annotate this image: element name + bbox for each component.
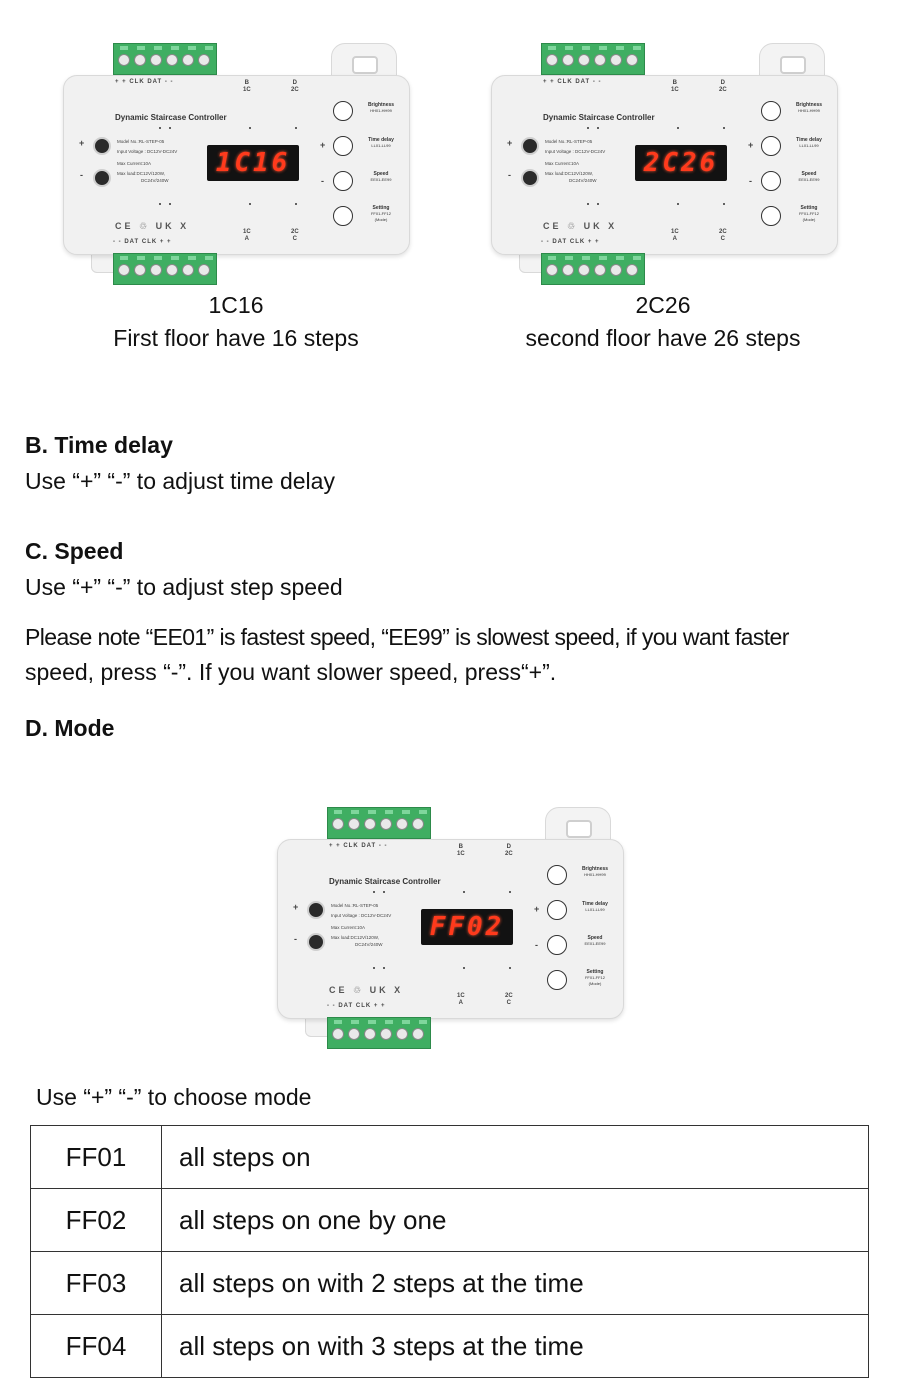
time-delay-text: Use “+” “-” to adjust time delay <box>25 468 335 494</box>
screw-icon <box>610 54 622 66</box>
spec-voltage: Input Voltage : DC12V-DC24V <box>545 149 606 154</box>
bottom-pin-labels: - - DAT CLK + + <box>113 239 172 245</box>
screw-icon <box>348 818 360 830</box>
screw-icon <box>182 264 194 276</box>
terminal-block-top <box>541 43 645 75</box>
screw-icon <box>546 54 558 66</box>
setting-button[interactable] <box>547 970 567 990</box>
label-b-1c: B 1C <box>243 80 251 93</box>
controller-title: Dynamic Staircase Controller <box>329 877 441 886</box>
speed-button[interactable] <box>761 171 781 191</box>
spec-load: Max load:DC12V/120W, <box>545 171 594 176</box>
mode-code: FF01 <box>31 1126 162 1189</box>
setting-label: Setting FF01-FF12 (Mode) <box>798 205 819 222</box>
top-pin-labels: + + CLK DAT - - <box>115 79 174 85</box>
controller-title: Dynamic Staircase Controller <box>115 113 227 122</box>
caption-text: First floor have 16 steps <box>113 325 359 351</box>
label-2c-c: 2C C <box>291 229 299 242</box>
spec-voltage: Input Voltage : DC12V-DC24V <box>331 913 392 918</box>
table-row <box>31 1189 869 1252</box>
screw-icon <box>364 1028 376 1040</box>
spec-model: Model No.:RL-STEP-05 <box>545 139 593 144</box>
terminal-block-bottom <box>113 253 217 285</box>
screw-icon <box>198 264 210 276</box>
setting-label: Setting FF01-FF12 (Mode) <box>584 969 605 986</box>
label-b-1c: B 1C <box>457 844 465 857</box>
screw-icon <box>134 54 146 66</box>
speed-label: Speed EE01-EE99 <box>370 171 392 182</box>
screw-icon <box>396 818 408 830</box>
speed-heading: C. Speed <box>25 538 124 564</box>
controller-image-2c26 <box>491 43 836 288</box>
screw-icon <box>364 818 376 830</box>
plus-sign: + <box>293 902 299 912</box>
brand-logo-icon <box>93 137 111 155</box>
screw-icon <box>332 818 344 830</box>
mode-desc: all steps on with 2 steps at the time <box>162 1252 869 1315</box>
spec-load-2: DC24V/240W <box>141 178 169 183</box>
time-delay-button[interactable] <box>761 136 781 156</box>
label-1c-a: 1C A <box>457 993 465 1006</box>
terminal-block-top <box>327 807 431 839</box>
controller-title: Dynamic Staircase Controller <box>543 113 655 122</box>
screw-icon <box>412 1028 424 1040</box>
time-delay-label: Time delay LL01-LL99 <box>368 137 394 148</box>
brightness-button[interactable] <box>333 101 353 121</box>
screw-icon <box>150 54 162 66</box>
time-delay-button[interactable] <box>547 900 567 920</box>
minus-sign: - <box>749 176 752 186</box>
label-1c-a: 1C A <box>243 229 251 242</box>
screw-icon <box>546 264 558 276</box>
certification-marks: CE ♲ UK X <box>115 221 190 231</box>
speed-text: Use “+” “-” to adjust step speed <box>25 574 343 600</box>
plus-sign: + <box>507 138 513 148</box>
screw-icon <box>610 264 622 276</box>
speed-label: Speed EE01-EE99 <box>798 171 820 182</box>
terminal-block-bottom <box>327 1017 431 1049</box>
setting-label: Setting FF01-FF12 (Mode) <box>370 205 391 222</box>
time-delay-heading: B. Time delay <box>25 432 173 458</box>
screw-icon <box>578 54 590 66</box>
led-display: 1C16 <box>207 145 299 181</box>
screw-icon <box>118 54 130 66</box>
brand-logo-icon <box>307 901 325 919</box>
label-2c-c: 2C C <box>505 993 513 1006</box>
bottom-pin-labels: - - DAT CLK + + <box>327 1003 386 1009</box>
table-row <box>31 1252 869 1315</box>
speed-button[interactable] <box>333 171 353 191</box>
mode-heading: D. Mode <box>25 715 115 741</box>
screw-icon <box>380 818 392 830</box>
speed-button[interactable] <box>547 935 567 955</box>
controller-image-1c16 <box>63 43 408 288</box>
screw-icon <box>626 264 638 276</box>
screw-icon <box>380 1028 392 1040</box>
table-row <box>31 1315 869 1378</box>
brightness-label: Brightness HH01-HH99 <box>795 102 823 113</box>
screw-icon <box>134 264 146 276</box>
speed-label: Speed EE01-EE99 <box>584 935 606 946</box>
brightness-button[interactable] <box>761 101 781 121</box>
setting-button[interactable] <box>333 206 353 226</box>
time-delay-label: Time delay LL01-LL99 <box>796 137 822 148</box>
minus-sign: - <box>535 940 538 950</box>
caption-code: 2C26 <box>635 292 691 318</box>
minus-sign: - <box>80 170 83 180</box>
screw-icon <box>562 264 574 276</box>
caption-1c16 <box>36 289 436 355</box>
mode-table <box>30 1125 869 1378</box>
spec-model: Model No.:RL-STEP-05 <box>117 139 165 144</box>
brand-logo-icon <box>521 137 539 155</box>
spec-load-2: DC24V/240W <box>569 178 597 183</box>
screw-icon <box>396 1028 408 1040</box>
spec-model: Model No.:RL-STEP-05 <box>331 903 379 908</box>
certification-marks: CE ♲ UK X <box>543 221 618 231</box>
caption-text: second floor have 26 steps <box>525 325 801 351</box>
mode-code: FF02 <box>31 1189 162 1252</box>
screw-icon <box>198 54 210 66</box>
screw-icon <box>348 1028 360 1040</box>
screw-icon <box>562 54 574 66</box>
mode-desc: all steps on with 3 steps at the time <box>162 1315 869 1378</box>
screw-icon <box>412 818 424 830</box>
screw-icon <box>166 264 178 276</box>
certification-marks: CE ♲ UK X <box>329 985 404 995</box>
brand-logo-icon <box>93 169 111 187</box>
spec-load: Max load:DC12V/120W, <box>331 935 380 940</box>
spec-current: Max Current:10A <box>117 161 152 166</box>
mode-text: Use “+” “-” to choose mode <box>36 1084 312 1110</box>
controller-image-ff02 <box>277 807 622 1052</box>
brightness-label: Brightness HH01-HH99 <box>581 866 609 877</box>
mode-desc: all steps on <box>162 1126 869 1189</box>
brightness-button[interactable] <box>547 865 567 885</box>
spec-load-2: DC24V/240W <box>355 942 383 947</box>
top-pin-labels: + + CLK DAT - - <box>329 843 388 849</box>
caption-code: 1C16 <box>208 292 264 318</box>
caption-2c26 <box>463 289 863 355</box>
mode-code: FF04 <box>31 1315 162 1378</box>
plus-sign: + <box>79 138 85 148</box>
time-delay-label: Time delay LL01-LL99 <box>582 901 608 912</box>
plus-sign: + <box>748 140 754 150</box>
speed-note-line1: Please note “EE01” is fastest speed, “EE99” is slowest speed, if you want faster <box>25 624 789 650</box>
top-pin-labels: + + CLK DAT - - <box>543 79 602 85</box>
setting-button[interactable] <box>761 206 781 226</box>
label-b-1c: B 1C <box>671 80 679 93</box>
speed-note-line2: speed, press “-”. If you want slower speed, press“+”. <box>25 659 557 685</box>
table-row <box>31 1126 869 1189</box>
screw-icon <box>578 264 590 276</box>
label-2c-c: 2C C <box>719 229 727 242</box>
time-delay-button[interactable] <box>333 136 353 156</box>
terminal-block-bottom <box>541 253 645 285</box>
label-d-2c: D 2C <box>719 80 727 93</box>
led-display: 2C26 <box>635 145 727 181</box>
screw-icon <box>182 54 194 66</box>
screw-icon <box>594 54 606 66</box>
brightness-label: Brightness HH01-HH99 <box>367 102 395 113</box>
spec-current: Max Current:10A <box>545 161 580 166</box>
terminal-block-top <box>113 43 217 75</box>
screw-icon <box>118 264 130 276</box>
screw-icon <box>332 1028 344 1040</box>
label-d-2c: D 2C <box>291 80 299 93</box>
plus-sign: + <box>534 904 540 914</box>
minus-sign: - <box>294 934 297 944</box>
plus-sign: + <box>320 140 326 150</box>
minus-sign: - <box>508 170 511 180</box>
screw-icon <box>150 264 162 276</box>
screw-icon <box>626 54 638 66</box>
brand-logo-icon <box>521 169 539 187</box>
brand-logo-icon <box>307 933 325 951</box>
spec-voltage: Input Voltage : DC12V-DC24V <box>117 149 178 154</box>
screw-icon <box>166 54 178 66</box>
label-1c-a: 1C A <box>671 229 679 242</box>
label-d-2c: D 2C <box>505 844 513 857</box>
led-display: FF02 <box>421 909 513 945</box>
bottom-pin-labels: - - DAT CLK + + <box>541 239 600 245</box>
spec-load: Max load:DC12V/120W, <box>117 171 166 176</box>
spec-current: Max Current:10A <box>331 925 366 930</box>
screw-icon <box>594 264 606 276</box>
mode-desc: all steps on one by one <box>162 1189 869 1252</box>
minus-sign: - <box>321 176 324 186</box>
mode-code: FF03 <box>31 1252 162 1315</box>
